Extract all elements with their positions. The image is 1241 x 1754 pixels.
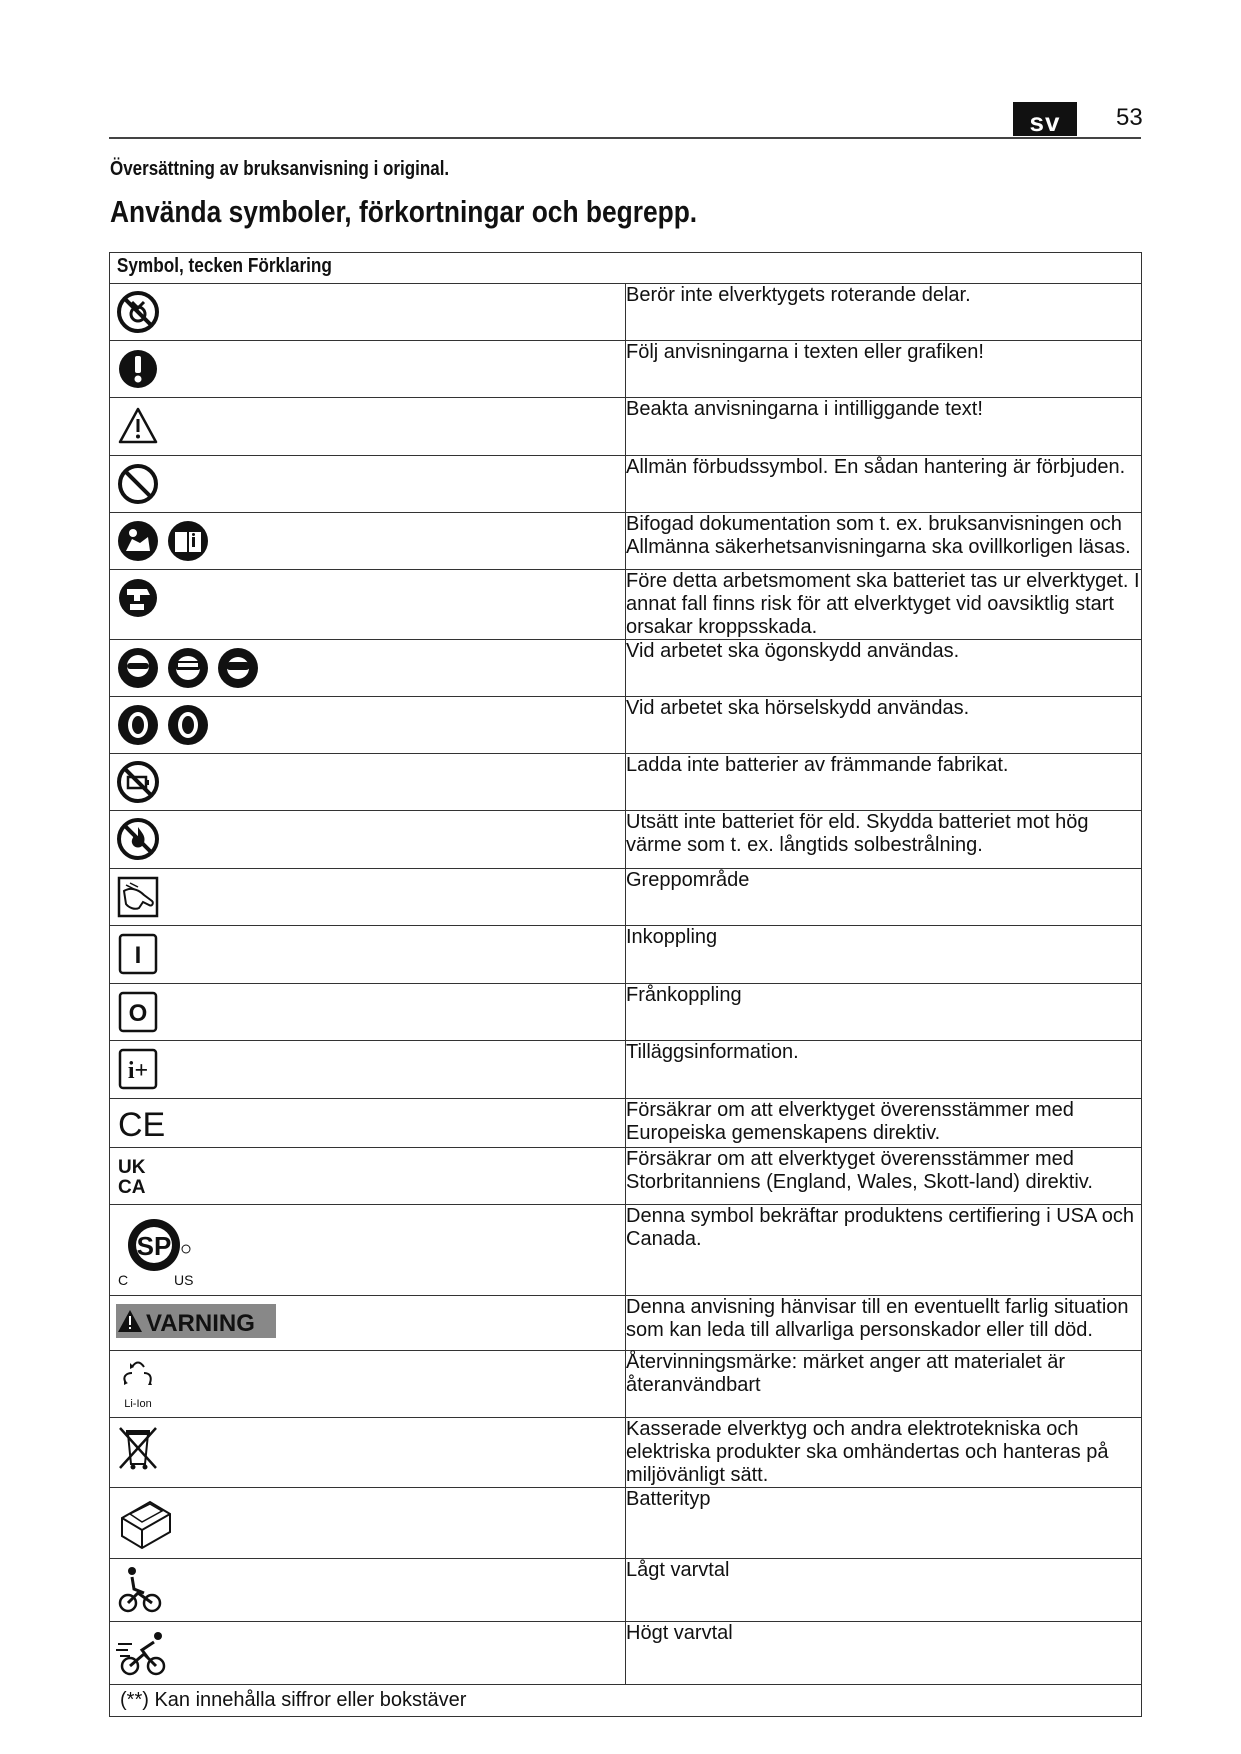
csa-mark-icon bbox=[116, 1211, 200, 1289]
table-footer-row bbox=[110, 1685, 1142, 1717]
symbol-description: Allmän förbudssymbol. En sådan hantering är förbjuden. bbox=[626, 456, 1142, 513]
svg-text:VARNING: VARNING bbox=[146, 1310, 255, 1337]
table-row bbox=[110, 570, 1142, 640]
svg-text:Li-Ion: Li-Ion bbox=[124, 1398, 152, 1410]
svg-text:CA: CA bbox=[118, 1177, 146, 1198]
face-shield-icon bbox=[166, 646, 210, 690]
table-row bbox=[110, 984, 1142, 1041]
eye-protection-icon bbox=[116, 646, 160, 690]
svg-text:US: US bbox=[174, 1272, 194, 1288]
svg-text:O: O bbox=[128, 1000, 148, 1027]
remove-battery-icon bbox=[116, 576, 160, 620]
svg-text:i+: i+ bbox=[127, 1058, 149, 1084]
svg-text:C: C bbox=[118, 1272, 129, 1288]
symbol-description: Ladda inte batterier av främmande fabrikat. bbox=[626, 754, 1142, 811]
ear-protection-icon bbox=[116, 703, 160, 747]
high-speed-cyclist-icon bbox=[116, 1628, 172, 1678]
table-footnote: (**) Kan innehålla siffror eller bokstäver bbox=[120, 1689, 467, 1711]
ce-mark-icon bbox=[116, 1105, 166, 1141]
symbol-description: Frånkoppling bbox=[626, 984, 1142, 1041]
page-title: Använda symboler, förkortningar och begrepp. bbox=[110, 194, 698, 229]
symbol-description: Följ anvisningarna i texten eller grafiken! bbox=[626, 341, 1142, 398]
symbol-description: Försäkrar om att elverktyget överensstämmer med Europeiska gemenskapens direktiv. bbox=[626, 1099, 1142, 1148]
symbol-description: Tilläggsinformation. bbox=[626, 1041, 1142, 1099]
table-row bbox=[110, 1559, 1142, 1622]
table-row bbox=[110, 1041, 1142, 1099]
symbol-description: Batterityp bbox=[626, 1488, 1142, 1559]
table-row bbox=[110, 456, 1142, 513]
no-touch-rotating-parts-icon bbox=[116, 290, 160, 334]
table-row bbox=[110, 869, 1142, 926]
general-prohibition-icon bbox=[116, 462, 160, 506]
no-fire-battery-icon bbox=[116, 817, 160, 861]
table-row bbox=[110, 341, 1142, 398]
read-manual-icon bbox=[116, 519, 160, 563]
table-row bbox=[110, 754, 1142, 811]
language-badge: sv bbox=[1013, 102, 1077, 136]
symbol-description: Bifogad dokumentation som t. ex. bruksanvisningen och Allmänna säkerhetsanvisningarna ska ovillkorligen läsas. bbox=[626, 513, 1142, 570]
switch-on-icon bbox=[116, 932, 160, 976]
no-foreign-battery-icon bbox=[116, 760, 160, 804]
table-row bbox=[110, 1488, 1142, 1559]
table-row bbox=[110, 284, 1142, 341]
table-row bbox=[110, 1351, 1142, 1418]
svg-text:CE: CE bbox=[118, 1106, 166, 1141]
svg-text:SP: SP bbox=[136, 1231, 172, 1261]
table-header-row bbox=[110, 253, 1142, 284]
table-row bbox=[110, 1622, 1142, 1685]
symbol-description: Lågt varvtal bbox=[626, 1559, 1142, 1622]
table-row bbox=[110, 1418, 1142, 1488]
ukca-mark-icon bbox=[116, 1154, 156, 1198]
symbol-description: Inkoppling bbox=[626, 926, 1142, 984]
table-row bbox=[110, 1205, 1142, 1296]
symbol-description: Vid arbetet ska hörselskydd användas. bbox=[626, 697, 1142, 754]
warning-label-icon bbox=[116, 1302, 276, 1340]
mandatory-exclamation-icon bbox=[116, 347, 160, 391]
header-rule bbox=[109, 137, 1141, 139]
symbol-description: Före detta arbetsmoment ska batteriet tas ur elverktyget. I annat fall finns risk för att elverktyget vid oavsiktlig start orsakar kroppsskada. bbox=[626, 570, 1140, 638]
info-plus-icon bbox=[116, 1047, 160, 1091]
symbol-description: Greppområde bbox=[626, 869, 1142, 926]
read-book-icon bbox=[166, 519, 210, 563]
symbol-description: Högt varvtal bbox=[626, 1622, 1142, 1685]
ear-protection-icon-2 bbox=[166, 703, 210, 747]
switch-off-icon bbox=[116, 990, 160, 1034]
svg-text:I: I bbox=[134, 942, 142, 969]
table-row bbox=[110, 1148, 1142, 1205]
symbol-description: Kasserade elverktyg och andra elektrotekniska och elektriska produkter ska omhändertas och hanteras på miljövänligt sätt. bbox=[626, 1418, 1142, 1488]
goggles-icon bbox=[216, 646, 260, 690]
recycling-li-ion-icon bbox=[116, 1357, 160, 1411]
symbol-description: Denna symbol bekräftar produktens certifiering i USA och Canada. bbox=[626, 1205, 1142, 1296]
table-row bbox=[110, 1296, 1142, 1351]
grip-area-icon bbox=[116, 875, 160, 919]
symbol-description: Denna anvisning hänvisar till en eventuellt farlig situation som kan leda till allvarliga personskador eller till död. bbox=[626, 1296, 1142, 1351]
table-row bbox=[110, 1099, 1142, 1148]
warning-triangle-icon bbox=[116, 404, 160, 448]
document-subtitle: Översättning av bruksanvisning i original. bbox=[110, 158, 450, 180]
battery-type-icon bbox=[116, 1494, 174, 1552]
symbol-description: Försäkrar om att elverktyget överensstämmer med Storbritanniens (England, Wales, Skott-land) direktiv. bbox=[626, 1148, 1142, 1205]
table-row bbox=[110, 398, 1142, 456]
weee-bin-icon bbox=[116, 1424, 160, 1472]
table-row bbox=[110, 513, 1142, 570]
symbol-description: Berör inte elverktygets roterande delar. bbox=[626, 284, 1142, 341]
symbol-description: Vid arbetet ska ögonskydd användas. bbox=[626, 640, 1142, 697]
svg-text:UK: UK bbox=[118, 1157, 146, 1178]
symbol-description: Återvinningsmärke: märket anger att materialet är återanvändbart bbox=[626, 1351, 1142, 1418]
table-header: Symbol, tecken Förklaring bbox=[116, 255, 332, 277]
symbol-description: Beakta anvisningarna i intilliggande text! bbox=[626, 398, 1142, 456]
table-row bbox=[110, 697, 1142, 754]
page-number: 53 bbox=[1116, 104, 1143, 131]
symbols-table bbox=[109, 252, 1142, 1717]
symbol-description: Utsätt inte batteriet för eld. Skydda batteriet mot hög värme som t. ex. långtids solbestrålning. bbox=[626, 811, 1142, 869]
table-row bbox=[110, 926, 1142, 984]
table-row bbox=[110, 640, 1142, 697]
low-speed-cyclist-icon bbox=[116, 1565, 164, 1615]
table-row bbox=[110, 811, 1142, 869]
